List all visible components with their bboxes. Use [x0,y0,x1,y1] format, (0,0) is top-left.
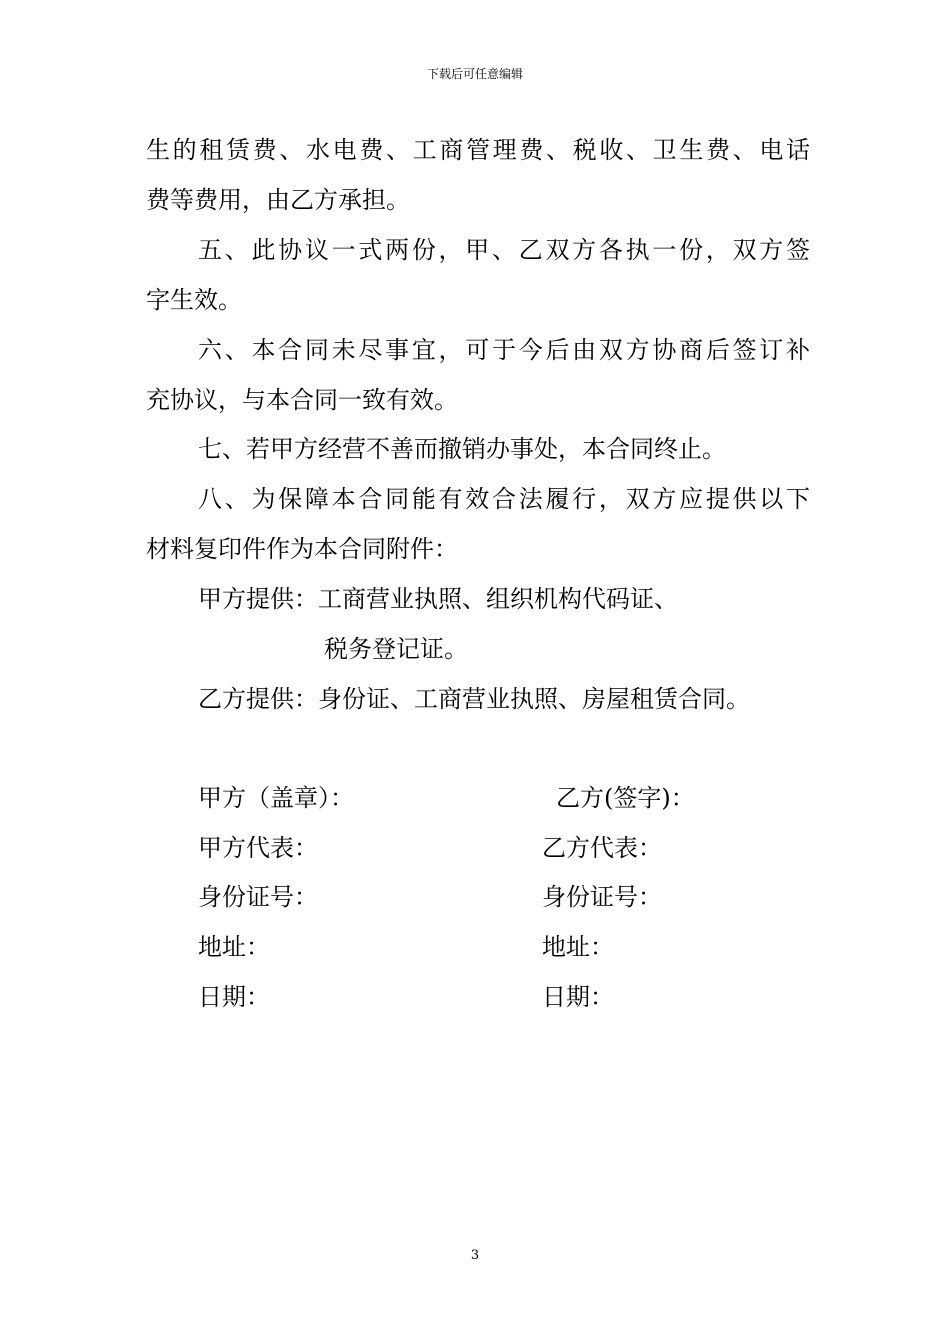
party-a-provide-line-1: 甲方提供：工商营业执照、组织机构代码证、 [198,585,678,613]
paragraph-4-continuation-line-1: 生的租赁费、水电费、工商管理费、税收、卫生费、电话 [146,136,810,164]
paragraph-8-line-2: 材料复印件作为本合同附件： [146,535,458,563]
party-b-provide: 乙方提供：身份证、工商营业执照、房屋租赁合同。 [198,685,750,713]
page-header: 下载后可任意编辑 [426,67,523,81]
paragraph-4-continuation-line-2: 费等费用，由乙方承担。 [146,186,410,214]
paragraph-6-line-2: 充协议，与本合同一致有效。 [146,386,458,414]
party-b-sign-label: 乙方(签字)： [556,784,695,812]
party-a-representative-label: 甲方代表： [198,834,318,862]
party-a-provide-line-2: 税务登记证。 [324,635,468,663]
paragraph-7: 七、若甲方经营不善而撤销办事处，本合同终止。 [198,435,726,463]
party-b-id-number-label: 身份证号： [542,883,662,911]
paragraph-8-line-1: 八、为保障本合同能有效合法履行，双方应提供以下 [198,485,810,513]
party-a-date-label: 日期： [198,983,270,1011]
party-b-representative-label: 乙方代表： [542,834,662,862]
party-b-date-label: 日期： [542,983,614,1011]
paragraph-5-line-1: 五、此协议一式两份，甲、乙双方各执一份，双方签 [198,236,810,264]
party-a-address-label: 地址： [198,933,270,961]
party-b-address-label: 地址： [542,933,614,961]
page-number: 3 [470,1248,480,1263]
party-a-seal-label: 甲方（盖章）： [198,784,354,812]
paragraph-6-line-1: 六、本合同未尽事宜，可于今后由双方协商后签订补 [198,336,810,364]
paragraph-5-line-2: 字生效。 [146,286,242,314]
party-a-id-number-label: 身份证号： [198,883,318,911]
document-body [146,0,810,1100]
